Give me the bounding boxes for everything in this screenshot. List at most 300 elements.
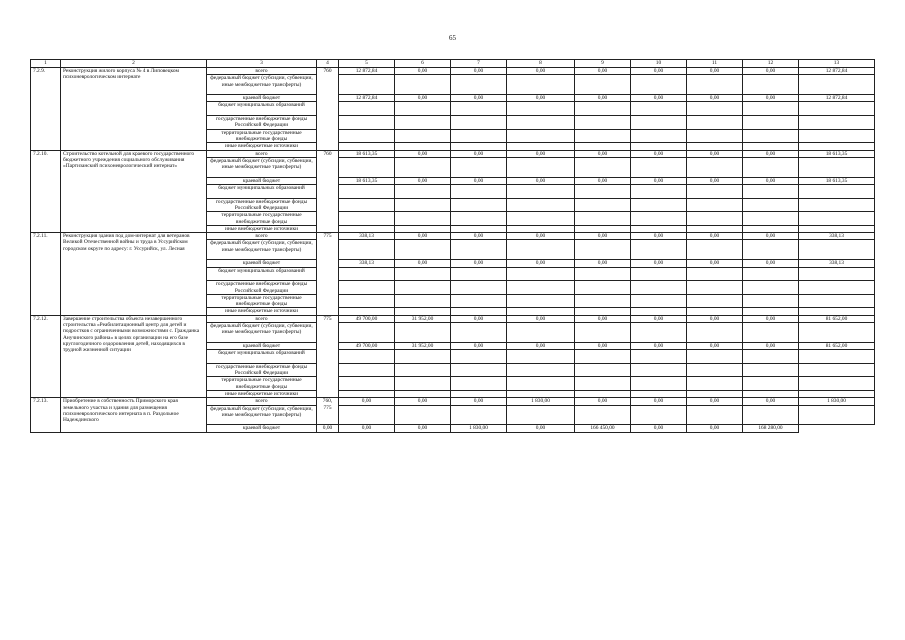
funding-source: краевой бюджет <box>207 260 317 267</box>
funding-source: федеральный бюджет (субсидии, субвенции, иные межбюджетные трансферты) <box>207 75 317 95</box>
value-cell: 12 872,84 <box>339 68 395 75</box>
value-cell <box>575 405 631 425</box>
table-row <box>31 68 875 75</box>
value-cell <box>339 225 395 232</box>
value-cell: 0,00 <box>575 398 631 405</box>
value-cell <box>799 308 875 315</box>
value-cell: 0,00 <box>451 177 507 184</box>
value-cell: 18 613,35 <box>799 177 875 184</box>
value-cell <box>799 377 875 391</box>
value-cell <box>395 377 451 391</box>
value-cell: 0,00 <box>395 150 451 157</box>
item-number: 7.2.9. <box>31 68 61 151</box>
value-cell <box>395 198 451 212</box>
value-cell: 0,00 <box>507 315 575 322</box>
value-cell <box>631 390 687 397</box>
value-cell <box>743 281 799 295</box>
value-cell <box>395 129 451 143</box>
header-cell: 5 <box>339 60 395 68</box>
value-cell <box>339 157 395 177</box>
value-cell <box>575 129 631 143</box>
value-cell: 0,00 <box>507 68 575 75</box>
funding-source: краевой бюджет <box>207 95 317 102</box>
value-cell <box>395 322 451 342</box>
value-cell <box>395 281 451 295</box>
value-cell <box>743 377 799 391</box>
value-cell <box>395 212 451 226</box>
value-cell: 0,00 <box>575 68 631 75</box>
value-cell: 0,00 <box>395 233 451 240</box>
value-cell: 18 613,35 <box>799 150 875 157</box>
value-cell <box>395 294 451 308</box>
funding-source: государственные внебюджетные фонды Российской Федерации <box>207 281 317 295</box>
value-cell: 0,00 <box>743 177 799 184</box>
funding-source: всего <box>207 233 317 240</box>
value-cell <box>451 267 507 281</box>
header-cell: 13 <box>799 60 875 68</box>
value-cell <box>799 157 875 177</box>
value-cell <box>575 198 631 212</box>
header-cell: 12 <box>743 60 799 68</box>
value-cell <box>743 390 799 397</box>
value-cell <box>799 363 875 377</box>
funding-source: иные внебюджетные источники <box>207 308 317 315</box>
value-cell <box>575 294 631 308</box>
value-cell: 0,00 <box>339 425 395 432</box>
value-cell <box>743 267 799 281</box>
value-cell: 338,13 <box>799 260 875 267</box>
value-cell <box>395 102 451 116</box>
value-cell <box>575 281 631 295</box>
value-cell: 0,00 <box>743 150 799 157</box>
value-cell <box>575 212 631 226</box>
value-cell <box>575 308 631 315</box>
header-cell: 10 <box>631 60 687 68</box>
funding-source: всего <box>207 398 317 405</box>
value-cell <box>339 240 395 260</box>
value-cell: 0,00 <box>575 233 631 240</box>
value-cell: 0,00 <box>451 398 507 405</box>
value-cell <box>799 350 875 364</box>
funding-source: всего <box>207 150 317 157</box>
funding-source: федеральный бюджет (субсидии, субвенции, иные межбюджетные трансферты) <box>207 157 317 177</box>
budget-code: 760 <box>317 150 339 233</box>
budget-table <box>30 59 875 433</box>
value-cell: 31 952,00 <box>395 342 451 349</box>
value-cell: 0,00 <box>743 233 799 240</box>
funding-source: бюджет муниципальных образований <box>207 267 317 281</box>
value-cell: 0,00 <box>631 315 687 322</box>
value-cell <box>395 308 451 315</box>
value-cell <box>339 102 395 116</box>
value-cell: 0,00 <box>687 260 743 267</box>
funding-source: федеральный бюджет (субсидии, субвенции, иные межбюджетные трансферты) <box>207 240 317 260</box>
value-cell: 0,00 <box>395 425 451 432</box>
value-cell <box>799 322 875 342</box>
value-cell <box>339 308 395 315</box>
value-cell <box>743 225 799 232</box>
value-cell <box>631 350 687 364</box>
value-cell <box>743 75 799 95</box>
value-cell <box>799 390 875 397</box>
value-cell: 0,00 <box>631 68 687 75</box>
value-cell <box>743 350 799 364</box>
value-cell: 0,00 <box>395 68 451 75</box>
value-cell: 0,00 <box>687 233 743 240</box>
value-cell: 168 280,00 <box>743 425 799 432</box>
value-cell <box>507 281 575 295</box>
value-cell <box>575 377 631 391</box>
funding-source: федеральный бюджет (субсидии, субвенции, иные межбюджетные трансферты) <box>207 322 317 342</box>
value-cell <box>395 405 451 425</box>
value-cell <box>799 267 875 281</box>
value-cell <box>339 281 395 295</box>
value-cell <box>507 116 575 130</box>
table-row <box>31 398 875 405</box>
value-cell <box>451 198 507 212</box>
value-cell <box>743 363 799 377</box>
value-cell <box>631 212 687 226</box>
header-cell: 6 <box>395 60 451 68</box>
value-cell <box>507 212 575 226</box>
value-cell <box>799 198 875 212</box>
value-cell <box>451 75 507 95</box>
value-cell: 0,00 <box>507 95 575 102</box>
value-cell: 0,00 <box>451 342 507 349</box>
value-cell <box>631 157 687 177</box>
value-cell: 0,00 <box>743 315 799 322</box>
value-cell: 0,00 <box>507 150 575 157</box>
value-cell <box>507 308 575 315</box>
funding-source: краевой бюджет <box>207 177 317 184</box>
value-cell: 0,00 <box>451 260 507 267</box>
funding-source: территориальные государственные внебюджетные фонды <box>207 129 317 143</box>
value-cell <box>395 116 451 130</box>
value-cell <box>687 102 743 116</box>
value-cell: 0,00 <box>631 150 687 157</box>
value-cell <box>451 390 507 397</box>
value-cell <box>575 157 631 177</box>
value-cell <box>507 102 575 116</box>
value-cell: 0,00 <box>395 177 451 184</box>
value-cell <box>507 405 575 425</box>
value-cell: 0,00 <box>743 398 799 405</box>
value-cell <box>395 350 451 364</box>
value-cell <box>687 350 743 364</box>
value-cell <box>339 212 395 226</box>
value-cell <box>575 350 631 364</box>
value-cell <box>395 240 451 260</box>
value-cell <box>575 143 631 150</box>
value-cell <box>507 143 575 150</box>
value-cell: 18 613,35 <box>339 150 395 157</box>
value-cell: 1 830,00 <box>799 398 875 405</box>
item-name: Приобретение в собственность Приморского края земельного участка и здания для размещения психоневрологического интерната в п. Раздольное Надеждинского <box>61 398 207 432</box>
value-cell: 0,00 <box>507 260 575 267</box>
value-cell <box>687 390 743 397</box>
value-cell: 1 830,00 <box>507 398 575 405</box>
value-cell <box>743 129 799 143</box>
value-cell <box>451 116 507 130</box>
funding-source: территориальные государственные внебюджетные фонды <box>207 212 317 226</box>
value-cell <box>339 390 395 397</box>
value-cell <box>743 185 799 199</box>
value-cell: 0,00 <box>507 177 575 184</box>
value-cell <box>507 185 575 199</box>
value-cell <box>451 350 507 364</box>
value-cell <box>451 281 507 295</box>
value-cell <box>799 225 875 232</box>
value-cell <box>799 129 875 143</box>
value-cell <box>687 116 743 130</box>
value-cell: 338,13 <box>799 233 875 240</box>
value-cell <box>575 116 631 130</box>
value-cell <box>631 129 687 143</box>
value-cell <box>339 350 395 364</box>
value-cell <box>799 185 875 199</box>
budget-code: 760, 775 <box>317 398 339 425</box>
value-cell <box>799 294 875 308</box>
value-cell <box>451 185 507 199</box>
value-cell <box>339 185 395 199</box>
value-cell <box>507 75 575 95</box>
header-cell: 7 <box>451 60 507 68</box>
value-cell <box>631 308 687 315</box>
value-cell <box>631 225 687 232</box>
value-cell <box>687 198 743 212</box>
value-cell <box>631 405 687 425</box>
value-cell: 0,00 <box>631 398 687 405</box>
value-cell: 0,00 <box>451 315 507 322</box>
value-cell <box>799 405 875 425</box>
funding-source: бюджет муниципальных образований <box>207 350 317 364</box>
value-cell <box>743 405 799 425</box>
value-cell <box>631 322 687 342</box>
value-cell: 0,00 <box>507 342 575 349</box>
value-cell <box>451 143 507 150</box>
value-cell: 0,00 <box>687 315 743 322</box>
value-cell <box>507 377 575 391</box>
value-cell <box>799 281 875 295</box>
value-cell: 0,00 <box>631 233 687 240</box>
value-cell: 0,00 <box>575 177 631 184</box>
funding-source: федеральный бюджет (субсидии, субвенции, иные межбюджетные трансферты) <box>207 405 317 425</box>
value-cell <box>799 240 875 260</box>
value-cell: 0,00 <box>687 177 743 184</box>
value-cell <box>743 116 799 130</box>
funding-source: краевой бюджет <box>207 425 317 432</box>
value-cell <box>575 322 631 342</box>
header-cell: 3 <box>207 60 317 68</box>
value-cell <box>687 143 743 150</box>
value-cell <box>339 143 395 150</box>
value-cell <box>395 390 451 397</box>
value-cell <box>395 143 451 150</box>
value-cell <box>451 322 507 342</box>
funding-source: бюджет муниципальных образований <box>207 185 317 199</box>
value-cell <box>687 225 743 232</box>
funding-source: территориальные государственные внебюджетные фонды <box>207 294 317 308</box>
value-cell <box>575 267 631 281</box>
item-name: Строительство котельной для краевого государственного бюджетного учреждения социального обслуживания «Партизанский психоневрологический интернат» <box>61 150 207 233</box>
value-cell <box>743 102 799 116</box>
value-cell: 0,00 <box>507 233 575 240</box>
value-cell <box>631 281 687 295</box>
value-cell <box>631 143 687 150</box>
value-cell: 0,00 <box>687 150 743 157</box>
value-cell: 0,00 <box>631 95 687 102</box>
value-cell: 0,00 <box>317 425 339 432</box>
value-cell: 338,13 <box>339 260 395 267</box>
value-cell: 0,00 <box>631 342 687 349</box>
value-cell <box>687 294 743 308</box>
value-cell <box>395 75 451 95</box>
value-cell <box>507 267 575 281</box>
value-cell <box>575 390 631 397</box>
value-cell: 0,00 <box>395 398 451 405</box>
budget-code: 760 <box>317 68 339 151</box>
value-cell <box>507 350 575 364</box>
value-cell <box>395 267 451 281</box>
value-cell: 0,00 <box>687 398 743 405</box>
value-cell: 0,00 <box>451 95 507 102</box>
value-cell <box>631 185 687 199</box>
value-cell: 0,00 <box>743 68 799 75</box>
value-cell: 0,00 <box>451 233 507 240</box>
value-cell: 0,00 <box>687 68 743 75</box>
value-cell <box>507 363 575 377</box>
value-cell: 31 952,00 <box>395 315 451 322</box>
value-cell: 338,13 <box>339 233 395 240</box>
value-cell <box>451 363 507 377</box>
value-cell <box>687 240 743 260</box>
value-cell <box>575 240 631 260</box>
value-cell <box>631 75 687 95</box>
value-cell <box>339 129 395 143</box>
value-cell: 49 700,00 <box>339 315 395 322</box>
value-cell <box>687 322 743 342</box>
value-cell: 0,00 <box>507 425 575 432</box>
value-cell <box>339 405 395 425</box>
value-cell <box>575 363 631 377</box>
value-cell: 81 652,00 <box>799 315 875 322</box>
funding-source: всего <box>207 68 317 75</box>
header-cell: 11 <box>687 60 743 68</box>
value-cell <box>743 157 799 177</box>
value-cell: 0,00 <box>339 398 395 405</box>
value-cell: 0,00 <box>743 95 799 102</box>
value-cell <box>631 102 687 116</box>
value-cell <box>395 363 451 377</box>
value-cell <box>507 198 575 212</box>
value-cell <box>631 240 687 260</box>
value-cell <box>743 143 799 150</box>
value-cell: 0,00 <box>687 95 743 102</box>
header-cell: 4 <box>317 60 339 68</box>
value-cell: 12 872,84 <box>799 68 875 75</box>
budget-code: 775 <box>317 233 339 316</box>
value-cell <box>339 322 395 342</box>
value-cell <box>631 267 687 281</box>
value-cell <box>799 212 875 226</box>
value-cell <box>507 157 575 177</box>
value-cell: 0,00 <box>743 342 799 349</box>
header-cell: 1 <box>31 60 61 68</box>
value-cell <box>631 363 687 377</box>
value-cell <box>451 225 507 232</box>
page-number: 65 <box>449 34 456 42</box>
value-cell: 0,00 <box>395 95 451 102</box>
funding-source: иные внебюджетные источники <box>207 143 317 150</box>
value-cell <box>575 225 631 232</box>
value-cell <box>799 75 875 95</box>
value-cell <box>687 212 743 226</box>
value-cell <box>451 157 507 177</box>
funding-source: государственные внебюджетные фонды Российской Федерации <box>207 363 317 377</box>
value-cell: 0,00 <box>395 260 451 267</box>
value-cell: 0,00 <box>575 315 631 322</box>
item-name: Реконструкция жилого корпуса № 4 в Липовецком психоневрологическом интернате <box>61 68 207 151</box>
value-cell: 12 872,84 <box>339 95 395 102</box>
value-cell: 0,00 <box>575 260 631 267</box>
value-cell: 166 450,00 <box>575 425 631 432</box>
value-cell <box>687 75 743 95</box>
value-cell <box>395 157 451 177</box>
value-cell <box>339 294 395 308</box>
item-number: 7.2.11. <box>31 233 61 316</box>
value-cell <box>339 363 395 377</box>
value-cell <box>507 240 575 260</box>
value-cell: 12 872,84 <box>799 95 875 102</box>
funding-source: государственные внебюджетные фонды Российской Федерации <box>207 198 317 212</box>
header-row <box>31 60 875 68</box>
value-cell <box>507 129 575 143</box>
value-cell: 0,00 <box>451 150 507 157</box>
value-cell <box>451 212 507 226</box>
value-cell <box>743 322 799 342</box>
value-cell: 0,00 <box>687 425 743 432</box>
value-cell <box>339 116 395 130</box>
item-number: 7.2.10. <box>31 150 61 233</box>
item-name: Реконструкция здания под дом-интернат для ветеранов Великой Отечественной войны и труда в Уссурийском городском округе по адресу: г. Уссурийск, ул. Лесная <box>61 233 207 316</box>
value-cell: 0,00 <box>631 260 687 267</box>
value-cell <box>507 225 575 232</box>
value-cell: 0,00 <box>575 150 631 157</box>
value-cell: 0,00 <box>631 425 687 432</box>
value-cell <box>575 75 631 95</box>
value-cell <box>507 294 575 308</box>
value-cell: 0,00 <box>575 95 631 102</box>
value-cell <box>687 157 743 177</box>
header-cell: 2 <box>61 60 207 68</box>
value-cell <box>631 116 687 130</box>
table-row <box>31 315 875 322</box>
value-cell <box>451 308 507 315</box>
value-cell <box>687 405 743 425</box>
table-row <box>31 150 875 157</box>
value-cell <box>507 390 575 397</box>
value-cell <box>687 281 743 295</box>
value-cell <box>743 212 799 226</box>
value-cell: 0,00 <box>451 68 507 75</box>
value-cell <box>339 198 395 212</box>
funding-source: краевой бюджет <box>207 342 317 349</box>
value-cell: 1 830,00 <box>451 425 507 432</box>
value-cell <box>339 75 395 95</box>
funding-source: всего <box>207 315 317 322</box>
value-cell <box>395 185 451 199</box>
value-cell <box>743 240 799 260</box>
